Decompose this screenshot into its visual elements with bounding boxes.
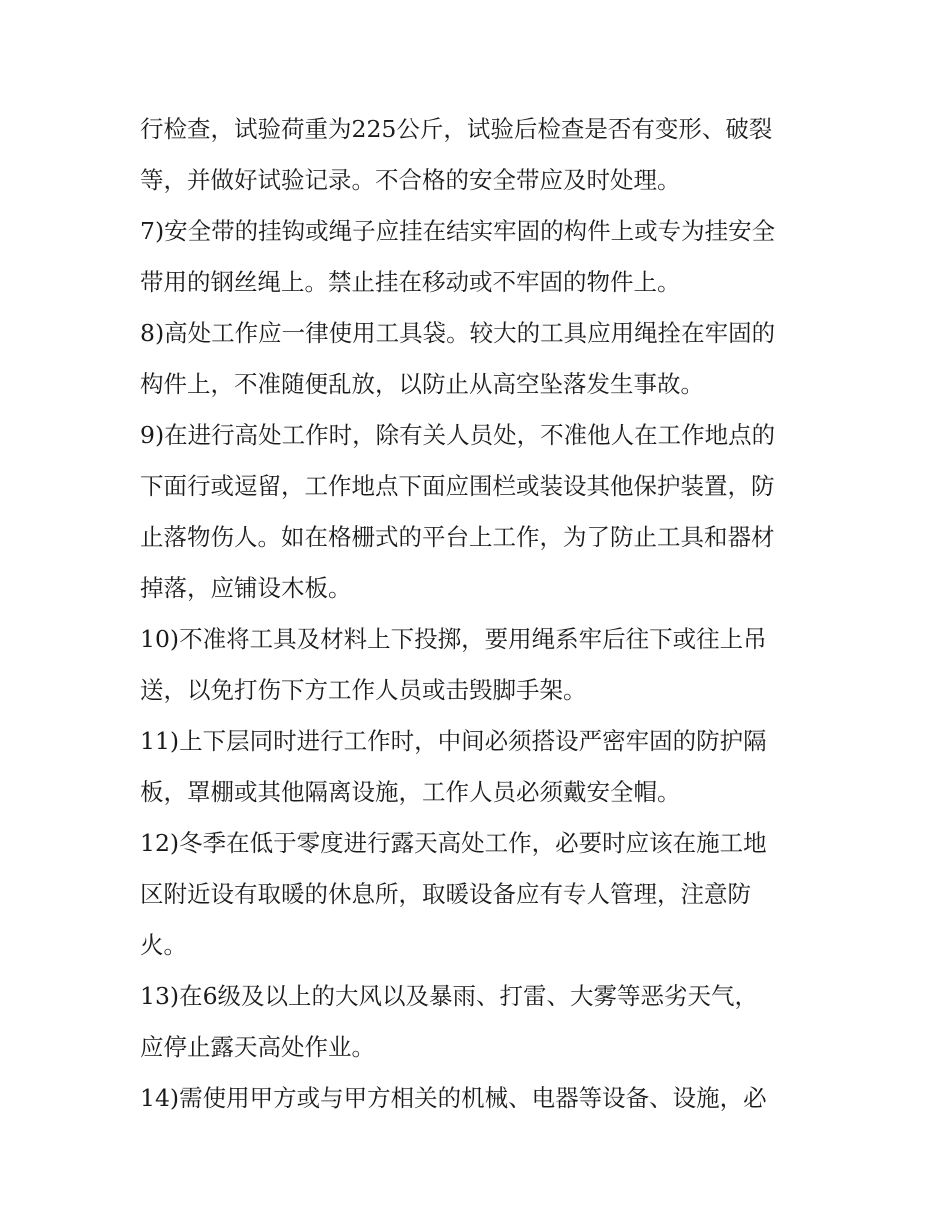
text-line: 行检查，试验荷重为225公斤，试验后检查是否有变形、破裂 [140,115,773,143]
text-line: 送，以免打伤下方工作人员或击毁脚手架。 [140,676,587,704]
text-line: 板，罩棚或其他隔离设施，工作人员必须戴安全帽。 [140,778,681,806]
text-line: 等，并做好试验记录。不合格的安全带应及时处理。 [140,166,681,194]
text-line: 构件上，不准随便乱放，以防止从高空坠落发生事故。 [140,370,704,398]
text-line: 区附近设有取暖的休息所，取暖设备应有专人管理，注意防 [140,880,751,908]
text-line: 12)冬季在低于零度进行露天高处工作，必要时应该在施工地 [140,829,767,857]
text-line: 7)安全带的挂钩或绳子应挂在结实牢固的构件上或专为挂安全 [140,217,776,245]
text-line: 下面行或逗留，工作地点下面应围栏或装设其他保护装置，防 [140,472,775,500]
text-line: 13)在6级及以上的大风以及暴雨、打雷、大雾等恶劣天气， [140,982,759,1010]
text-line: 止落物伤人。如在格栅式的平台上工作，为了防止工具和器材 [140,523,775,551]
text-line: 带用的钢丝绳上。禁止挂在移动或不牢固的物件上。 [140,268,681,296]
text-line: 11)上下层同时进行工作时，中间必须搭设严密牢固的防护隔 [140,727,767,755]
text-line: 火。 [140,931,187,959]
text-line: 10)不准将工具及材料上下投掷，要用绳系牢后往下或往上吊 [140,625,767,653]
text-line: 8)高处工作应一律使用工具袋。较大的工具应用绳拴在牢固的 [140,319,776,347]
text-line: 9)在进行高处工作时，除有关人员处，不准他人在工作地点的 [140,421,776,449]
text-line: 掉落，应铺设木板。 [140,574,352,602]
body-text [140,104,820,1124]
text-line: 应停止露天高处作业。 [140,1033,375,1061]
text-line: 14)需使用甲方或与甲方相关的机械、电器等设备、设施，必 [140,1084,767,1112]
